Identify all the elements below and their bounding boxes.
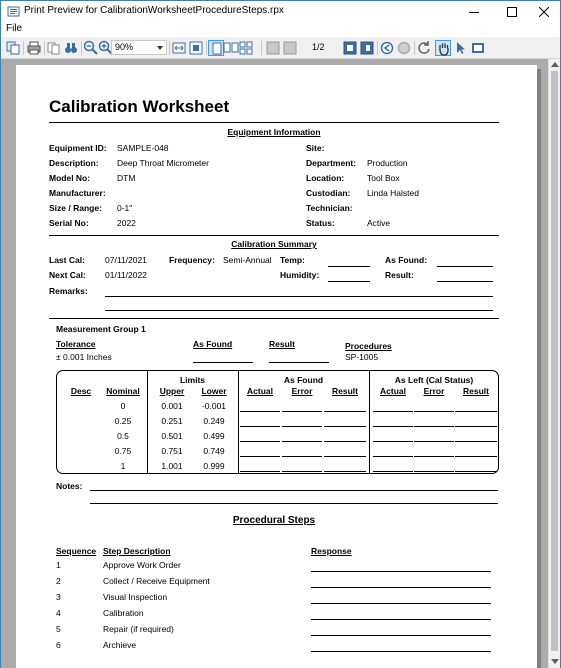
nominal-header: Nominal: [106, 386, 140, 396]
report-page: [16, 65, 537, 668]
entry-underline: [240, 456, 280, 457]
manufacturer-label: Manufacturer:: [49, 188, 106, 198]
lower-cell: -0.001: [201, 401, 227, 411]
previous-page-icon: [282, 40, 298, 56]
size-range-label: Size / Range:: [49, 203, 102, 213]
frequency-value: Semi-Annual: [223, 255, 272, 265]
step-sequence: 3: [56, 592, 61, 602]
scroll-down-icon[interactable]: [551, 659, 559, 664]
step-sequence: 1: [56, 560, 61, 570]
serial-no-value: 2022: [117, 218, 136, 228]
chevron-down-icon: [157, 46, 163, 50]
upper-cell: 0.751: [161, 446, 183, 456]
entry-underline: [282, 411, 322, 412]
entry-underline: [414, 411, 454, 412]
upper-cell: 1.001: [161, 461, 183, 471]
entry-underline: [282, 471, 322, 472]
last-page-button[interactable]: [359, 40, 375, 56]
entry-underline: [324, 426, 366, 427]
back-button[interactable]: [379, 40, 395, 56]
fit-page-button[interactable]: [188, 40, 204, 56]
equipment-id-value: SAMPLE-048: [117, 143, 169, 153]
upper-cell: 0.251: [161, 416, 183, 426]
find-button[interactable]: [63, 40, 79, 56]
location-label: Location:: [306, 173, 345, 183]
multi-page-icon: [239, 40, 255, 56]
entry-underline: [414, 441, 454, 442]
step-description: Visual Inspection: [103, 592, 168, 602]
minimize-button[interactable]: [457, 1, 491, 22]
entry-underline: [324, 471, 366, 472]
pan-tool-button[interactable]: [435, 40, 451, 56]
as-left-actual-header: Actual: [380, 386, 406, 396]
printer-icon: [26, 40, 42, 56]
minimize-icon: [469, 7, 479, 17]
status-value: Active: [367, 218, 391, 228]
entry-underline: [414, 426, 454, 427]
first-page-button[interactable]: [265, 40, 281, 56]
last-page-icon: [359, 40, 375, 56]
step-sequence: 2: [56, 576, 61, 586]
as-left-error-header: Error: [423, 386, 445, 396]
preview-viewport[interactable]: [1, 59, 548, 668]
print-button[interactable]: [26, 40, 42, 56]
snapshot-icon: [470, 40, 486, 56]
forward-icon: [396, 40, 412, 56]
maximize-icon: [507, 7, 517, 17]
entry-underline: [282, 426, 322, 427]
custodian-label: Custodian:: [306, 188, 351, 198]
model-no-label: Model No:: [49, 173, 91, 183]
refresh-icon: [416, 40, 432, 56]
entry-underline: [240, 411, 280, 412]
lower-cell: 0.749: [203, 446, 225, 456]
lower-cell: 0.249: [203, 416, 225, 426]
upper-header: Upper: [159, 386, 185, 396]
first-page-icon: [265, 40, 281, 56]
result-label: Result:: [385, 270, 414, 280]
next-page-icon: [342, 40, 358, 56]
measurement-table: [56, 370, 499, 474]
measurement-group-title: Measurement Group 1: [56, 324, 146, 334]
hand-icon: [436, 41, 452, 57]
single-page-button[interactable]: [208, 40, 224, 56]
entry-underline: [373, 456, 413, 457]
app-icon: [7, 5, 20, 18]
summary-section-heading: Calibration Summary: [231, 239, 317, 249]
step-description: Approve Work Order: [103, 560, 181, 570]
close-icon: [539, 7, 549, 17]
fit-page-icon: [188, 40, 204, 56]
location-value: Tool Box: [367, 173, 400, 183]
menu-file[interactable]: File: [6, 23, 23, 34]
two-pages-icon: [223, 40, 239, 56]
step-description: Repair (if required): [103, 624, 174, 634]
step-sequence: 6: [56, 640, 61, 650]
document-title: Calibration Worksheet: [49, 97, 230, 116]
upper-cell: 0.001: [161, 401, 183, 411]
nominal-cell: 0.5: [117, 431, 129, 441]
back-icon: [379, 40, 395, 56]
binoculars-icon: [63, 40, 79, 56]
fit-width-icon: [171, 40, 187, 56]
site-label: Site:: [306, 143, 325, 153]
maximize-button[interactable]: [495, 1, 529, 22]
model-no-value: DTM: [117, 173, 136, 183]
as-found-label: As Found:: [385, 255, 428, 265]
serial-no-label: Serial No:: [49, 218, 89, 228]
page-setup-button[interactable]: [46, 40, 62, 56]
toolbar: [1, 37, 560, 59]
tolerance-label: Tolerance: [56, 339, 96, 349]
snapshot-button[interactable]: [470, 40, 486, 56]
as-found-group-header: As Found: [283, 375, 324, 385]
entry-underline: [373, 441, 413, 442]
step-sequence: 4: [56, 608, 61, 618]
select-tool-button[interactable]: [453, 40, 469, 56]
forward-button[interactable]: [396, 40, 412, 56]
zoom-out-button[interactable]: [83, 40, 99, 56]
description-value: Deep Throat Micrometer: [117, 158, 209, 168]
entry-underline: [240, 471, 280, 472]
multi-page-button[interactable]: [239, 40, 255, 56]
entry-underline: [455, 411, 497, 412]
vertical-scrollbar[interactable]: [548, 59, 560, 668]
copy-button[interactable]: [5, 40, 21, 56]
nominal-cell: 0.25: [114, 416, 132, 426]
close-button[interactable]: [527, 1, 561, 22]
entry-underline: [240, 441, 280, 442]
entry-underline: [373, 411, 413, 412]
department-label: Department:: [306, 158, 357, 168]
entry-underline: [455, 426, 497, 427]
entry-underline: [240, 426, 280, 427]
as-found-result-header: Result: [332, 386, 358, 396]
scroll-up-icon[interactable]: [551, 62, 559, 67]
mg-result-label: Result: [269, 339, 295, 349]
next-cal-value: 01/11/2022: [105, 270, 147, 280]
as-found-actual-header: Actual: [247, 386, 273, 396]
entry-underline: [414, 456, 454, 457]
status-label: Status:: [306, 218, 335, 228]
next-cal-label: Next Cal:: [49, 270, 86, 280]
page-indicator: 1/2: [312, 42, 325, 52]
entry-underline: [414, 471, 454, 472]
tolerance-value: ± 0.001 Inches: [56, 352, 112, 362]
last-cal-label: Last Cal:: [49, 255, 85, 265]
entry-underline: [324, 411, 366, 412]
procedures-value: SP-1005: [345, 352, 379, 362]
custodian-value: Linda Halsted: [367, 188, 419, 198]
step-description: Archieve: [103, 640, 137, 650]
procedures-label: Procedures: [345, 341, 392, 351]
step-sequence: 5: [56, 624, 61, 634]
zoom-dropdown[interactable]: [111, 40, 167, 55]
two-pages-button[interactable]: [223, 40, 239, 56]
step-description: Calibration: [103, 608, 144, 618]
sequence-header: Sequence: [56, 546, 97, 556]
fit-width-button[interactable]: [171, 40, 187, 56]
upper-cell: 0.501: [161, 431, 183, 441]
entry-underline: [455, 441, 497, 442]
menu-bar: [1, 22, 560, 37]
as-left-result-header: Result: [463, 386, 489, 396]
equipment-id-label: Equipment ID:: [49, 143, 107, 153]
step-description-header: Step Description: [103, 546, 171, 556]
technician-label: Technician:: [306, 203, 353, 213]
copy-icon: [5, 40, 21, 56]
entry-underline: [324, 456, 366, 457]
entry-underline: [455, 456, 497, 457]
temp-label: Temp:: [280, 255, 305, 265]
entry-underline: [282, 456, 322, 457]
frequency-label: Frequency:: [169, 255, 215, 265]
cursor-icon: [453, 40, 469, 56]
entry-underline: [455, 471, 497, 472]
next-page-button[interactable]: [342, 40, 358, 56]
entry-underline: [373, 471, 413, 472]
humidity-label: Humidity:: [280, 270, 320, 280]
nominal-cell: 0: [120, 401, 126, 411]
last-cal-value: 07/11/2021: [105, 255, 147, 265]
department-value: Production: [367, 158, 408, 168]
entry-underline: [373, 426, 413, 427]
entry-underline: [324, 441, 366, 442]
entry-underline: [282, 441, 322, 442]
size-range-value: 0-1": [117, 203, 133, 213]
lower-header: Lower: [201, 386, 227, 396]
nominal-cell: 0.75: [114, 446, 132, 456]
refresh-button[interactable]: [416, 40, 432, 56]
window-title: Print Preview for CalibrationWorksheetProcedureSteps.rpx: [24, 5, 284, 16]
lower-cell: 0.999: [203, 461, 225, 471]
scrollbar-thumb[interactable]: [551, 71, 558, 651]
previous-page-button[interactable]: [282, 40, 298, 56]
equipment-section-heading: Equipment Information: [227, 127, 321, 137]
remarks-label: Remarks:: [49, 286, 88, 296]
description-label: Description:: [49, 158, 99, 168]
limits-header: Limits: [179, 375, 206, 385]
lower-cell: 0.499: [203, 431, 225, 441]
pages-icon: [46, 40, 62, 56]
procedural-steps-title: Procedural Steps: [232, 515, 316, 526]
title-bar: [1, 1, 560, 22]
mg-as-found-label: As Found: [193, 339, 233, 349]
nominal-cell: 1: [120, 461, 126, 471]
notes-label: Notes:: [56, 481, 83, 491]
response-header: Response: [311, 546, 352, 556]
zoom-out-icon: [83, 40, 99, 56]
desc-header: Desc: [70, 386, 92, 396]
step-description: Collect / Receive Equipment: [103, 576, 210, 586]
zoom-value: 90%: [115, 42, 134, 52]
as-left-group-header: As Left (Cal Status): [394, 375, 474, 385]
as-found-error-header: Error: [291, 386, 313, 396]
